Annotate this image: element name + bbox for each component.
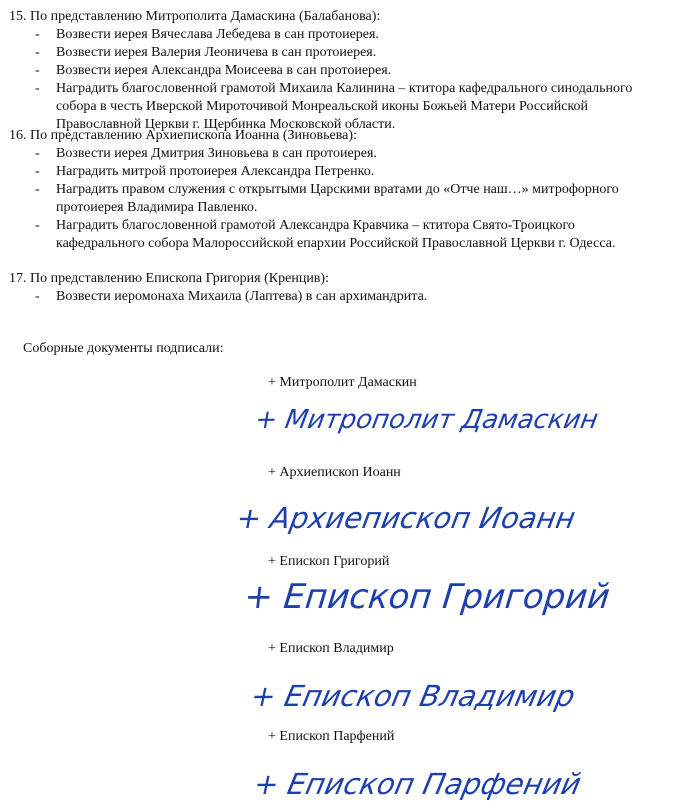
signature-text: + Архиепископ Иоанн [234, 501, 578, 535]
list-item [9, 163, 659, 181]
section-16 [9, 127, 659, 253]
signer-name-bishop-parfeniy: + Епископ Парфений [268, 729, 395, 744]
list-item [9, 80, 659, 134]
item-text: Возвести иеромонаха Михаила (Лаптева) в сан архимандрита. [56, 289, 428, 304]
section-17 [9, 270, 659, 306]
item-text: Возвести иерея Дмитрия Зиновьева в сан протоиерея. [56, 146, 377, 161]
list-item [9, 181, 659, 217]
handwritten-signature-metropolitan [252, 394, 601, 442]
handwritten-signature-bishop-vladimir [247, 670, 595, 718]
list-item [9, 26, 659, 44]
list-item [9, 288, 659, 306]
bullet-dash: - [35, 63, 40, 78]
item-text: Наградить правом служения с открытыми Царскими вратами до «Отче наш…» митрофорного протоиерея Владимира Павленко. [56, 182, 619, 215]
handwritten-signature-bishop-parfeniy [250, 758, 598, 806]
bullet-dash: - [35, 45, 40, 60]
bullet-dash: - [35, 164, 40, 179]
item-text: Наградить митрой протоиерея Александра Петренко. [56, 164, 375, 179]
bullet-dash: - [35, 289, 40, 304]
item-text: Возвести иерея Александра Моисеева в сан протоиерея. [56, 63, 392, 78]
signer-name-archbishop: + Архиепископ Иоанн [268, 465, 401, 480]
item-text: Наградить благословенной грамотой Михаила Калинина – ктитора кафедрального синодального собора в честь Иверской Мироточивой Монреальской иконы Божьей Матери Российской Православной Церкви г. Щербинка Московской области. [56, 81, 633, 132]
section-heading: 16. По представлению Архиепископа Иоанна (Зиновьева): [9, 128, 357, 143]
signer-name-bishop-vladimir: + Епископ Владимир [268, 641, 394, 656]
bullet-dash: - [35, 146, 40, 161]
item-text: Наградить благословенной грамотой Александра Кравчика – ктитора Свято-Троицкого кафедрального собора Малороссийской епархии Российской Православной Церкви г. Одесса. [56, 218, 616, 251]
bullet-dash: - [35, 27, 40, 42]
handwritten-signature-archbishop [234, 490, 600, 542]
signature-text: + Епископ Владимир [247, 679, 579, 713]
list-item [9, 217, 659, 253]
bullet-dash: - [35, 218, 40, 233]
section-15 [9, 8, 659, 134]
section-heading: 15. По представлению Митрополита Дамаскина (Балабанова): [9, 9, 381, 24]
signer-name-bishop-grigoriy: + Епископ Григорий [268, 554, 390, 569]
signature-text: + Епископ Григорий [242, 577, 612, 617]
bullet-dash: - [35, 81, 40, 96]
section-heading: 17. По представлению Епископа Григория (Кренцив): [9, 271, 329, 286]
list-item [9, 145, 659, 163]
item-text: Возвести иерея Вячеслава Лебедева в сан протоиерея. [56, 27, 379, 42]
item-text: Возвести иерея Валерия Леоничева в сан протоиерея. [56, 45, 377, 60]
handwritten-signature-bishop-grigoriy [242, 564, 666, 622]
list-item [9, 44, 659, 62]
signature-text: + Митрополит Дамаскин [252, 405, 601, 435]
signers-label: Соборные документы подписали: [23, 341, 224, 356]
bullet-dash: - [35, 182, 40, 197]
signature-text: + Епископ Парфений [250, 767, 585, 801]
signer-name-metropolitan: + Митрополит Дамаскин [268, 375, 417, 390]
list-item [9, 62, 659, 80]
